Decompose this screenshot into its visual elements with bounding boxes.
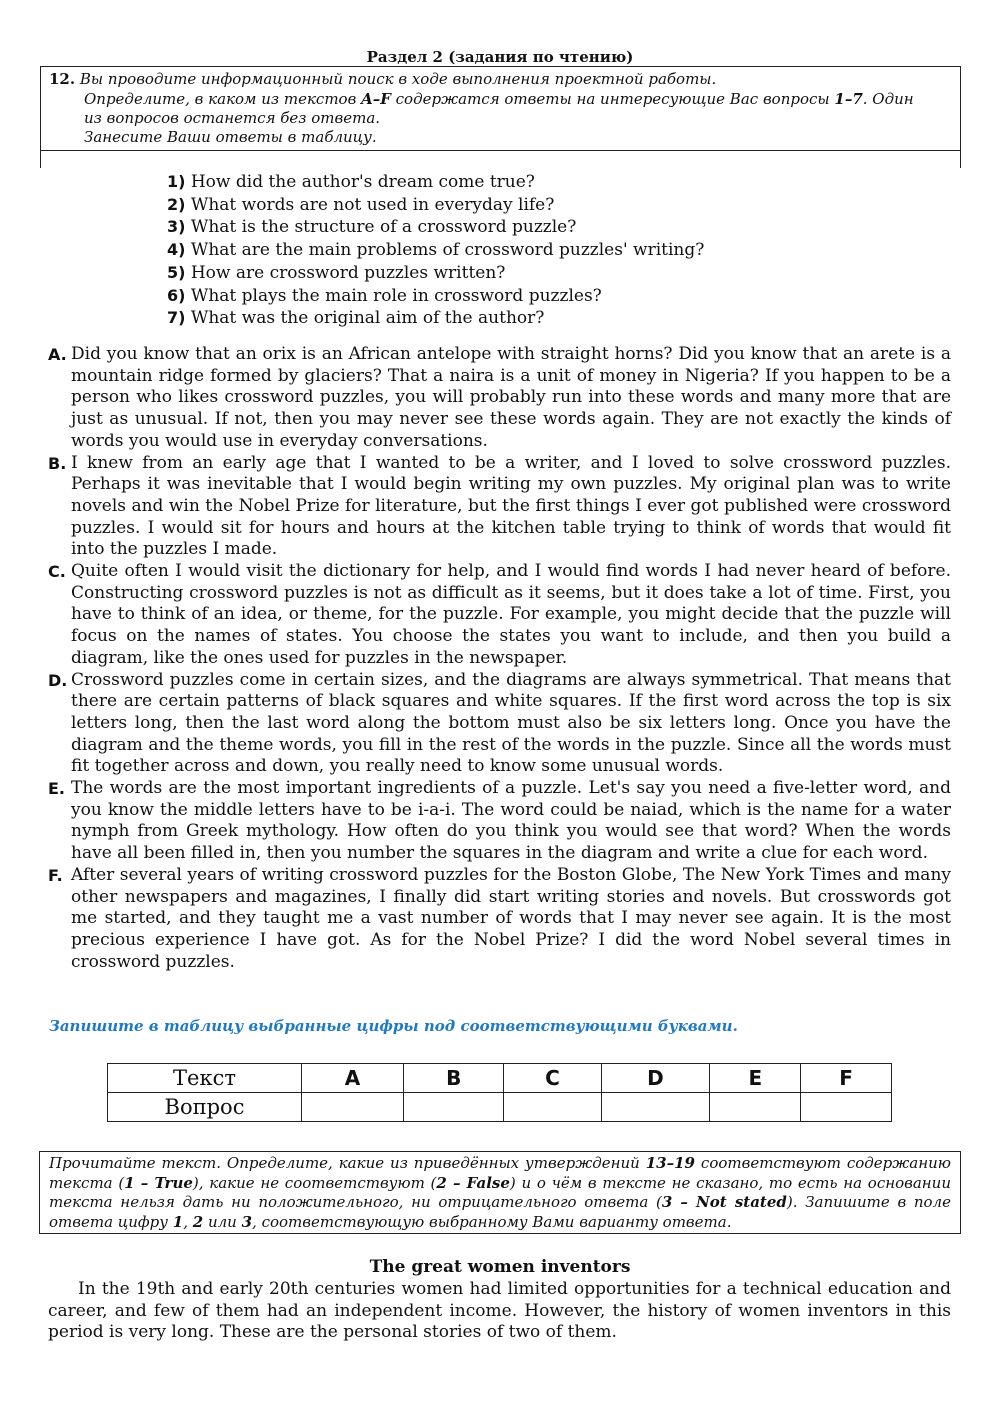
paragraph-letter: F.	[48, 865, 63, 885]
question-text: What was the original aim of the author?	[190, 308, 545, 329]
task-line-1-text: Вы проводите информационный поиск в ходе выполнения проектной работы.	[79, 70, 717, 88]
table-letter-cell: C	[504, 1064, 601, 1093]
true-label: 1 – True	[124, 1173, 193, 1192]
text-list	[48, 344, 951, 973]
question-list	[167, 171, 704, 330]
question-number: 2)	[167, 194, 186, 214]
question-text: What words are not used in everyday life?	[190, 194, 555, 215]
task-line-2-a: Определите, в каком из текстов	[84, 90, 362, 108]
task-line-2	[84, 90, 914, 109]
question-item	[167, 262, 704, 285]
question-item	[167, 171, 704, 194]
answer-input-cell[interactable]	[710, 1093, 801, 1122]
paragraph-letter: B.	[48, 453, 67, 473]
task-line-3: из вопросов останется без ответа.	[84, 109, 381, 127]
answer-table-row-text	[108, 1064, 892, 1093]
question-text: How are crossword puzzles written?	[190, 262, 506, 283]
story-title: The great women inventors	[369, 1257, 631, 1277]
task-13-19-instruction-box	[39, 1151, 961, 1234]
task-text-range: A–F	[361, 90, 391, 108]
story-intro: In the 19th and early 20th centuries women had limited opportunities for a technical education and career, and few of them had an independent income. However, the history of women inventors in this period is very long. These are the personal stories of two of them.	[48, 1279, 951, 1343]
task-question-range: 1–7	[834, 90, 863, 108]
statement-range: 13–19	[645, 1154, 695, 1172]
false-label: 2 – False	[436, 1173, 510, 1192]
question-text: What is the structure of a crossword puzzle?	[190, 217, 577, 238]
question-number: 4)	[167, 240, 186, 260]
answer-input-cell[interactable]	[801, 1093, 892, 1122]
question-item	[167, 307, 704, 330]
table-letter-cell: A	[302, 1064, 404, 1093]
row-label-question: Вопрос	[108, 1093, 302, 1122]
answer-input-cell[interactable]	[302, 1093, 404, 1122]
table-letter-cell: F	[801, 1064, 892, 1093]
task-box-divider	[40, 150, 961, 151]
answer-input-cell[interactable]	[601, 1093, 710, 1122]
question-number: 7)	[167, 308, 186, 328]
question-number: 5)	[167, 262, 186, 282]
question-item	[167, 239, 704, 262]
paragraph-letter: E.	[48, 779, 66, 799]
question-item	[167, 285, 704, 308]
text-paragraph	[48, 778, 951, 865]
task-line-4: Занесите Ваши ответы в таблицу.	[84, 128, 377, 146]
task-line-2-c: . Один	[862, 90, 914, 108]
row-label-text: Текст	[108, 1064, 302, 1093]
answer-table	[107, 1063, 892, 1122]
question-number: 6)	[167, 285, 186, 305]
answer-table-row-question	[108, 1093, 892, 1122]
paragraph-body: The words are the most important ingredients of a puzzle. Let's say you need a five-letter word, and you know the middle letters have to be i-a-i. The word could be naiad, which is the name for a water nymph from Greek mythology. How often do you think you would see that word? When the words have all been filled in, then you number the squares in the diagram and write a clue for each word.	[71, 778, 951, 864]
text-paragraph	[48, 561, 951, 670]
table-letter-cell: D	[601, 1064, 710, 1093]
paragraph-letter: A.	[48, 345, 67, 364]
paragraph-body: Did you know that an orix is an African antelope with straight horns? Did you know that an arete is a mountain ridge formed by glaciers? That a naira is a unit of money in Nigeria? If you happen to be a person who likes crossword puzzles, you will probably run into these words and many more that are just as unusual. If not, then you may never see these words again. They are not exactly the kinds of words you would use in everyday conversations.	[71, 344, 951, 451]
table-letter-cell: B	[403, 1064, 504, 1093]
paragraph-letter: D.	[48, 670, 68, 690]
question-text: What are the main problems of crossword puzzles' writing?	[190, 240, 705, 261]
paragraph-body: Quite often I would visit the dictionary for help, and I would find words I had never heard of before. Constructing crossword puzzles is not as difficult as it seems, but it does take a lot of time. First, you have to think of an idea, or theme, for the puzzle. For example, you might decide that the puzzle will focus on the names of states. You choose the states you want to include, and then you build a diagram, like the ones used for puzzles in the newspaper.	[71, 561, 951, 668]
question-text: What plays the main role in crossword puzzles?	[190, 285, 602, 306]
text-paragraph	[48, 453, 951, 562]
task-line-1	[49, 70, 716, 89]
question-item	[167, 216, 704, 239]
task-line-2-b: содержатся ответы на интересующие Вас вопросы	[390, 90, 835, 108]
table-instruction: Запишите в таблицу выбранные цифры под соответствующими буквами.	[49, 1017, 738, 1035]
task-13-19-instruction: Прочитайте текст. Определите, какие из приведённых утверждений 13–19 соответствуют содержанию текста (1 – True), какие не соответствуют (2 – False) и о чём в тексте не сказано, то есть на основании текста нельзя дать ни положительного, ни отрицательного ответа (3 – Not stated). Запишите в поле ответа цифру 1, 2 или 3, соответствующую выбранному Вами варианту ответа.	[49, 1154, 952, 1231]
table-letter-cell: E	[710, 1064, 801, 1093]
question-item	[167, 194, 704, 217]
question-number: 3)	[167, 217, 186, 237]
text-paragraph	[48, 344, 951, 453]
task-number: 12.	[49, 70, 76, 88]
paragraph-body: After several years of writing crossword puzzles for the Boston Globe, The New York Times and many other newspapers and magazines, I finally did start writing stories and novels. But crosswords got me started, and they taught me a vast number of words that I may never see again. It is the most precious experience I have got. As for the Nobel Prize? I did the word Nobel several times in crossword puzzles.	[71, 864, 951, 972]
section-title: Раздел 2 (задания по чтению)	[366, 48, 634, 66]
not-stated-label: 3 – Not stated	[661, 1193, 787, 1211]
text-paragraph	[48, 670, 951, 779]
text-paragraph	[48, 865, 951, 974]
paragraph-body: Crossword puzzles come in certain sizes, and the diagrams are always symmetrical. That means that there are certain patterns of black squares and white squares. If the first word across the top is six letters long, then the last word along the bottom must also be six letters long. Once you have the diagram and the theme words, you fill in the rest of the words in the puzzle. Since all the words must fit together across and down, you really need to know some unusual words.	[71, 669, 951, 777]
paragraph-letter: C.	[48, 562, 66, 582]
paragraph-body: I knew from an early age that I wanted to be a writer, and I loved to solve crossword puzzles. Perhaps it was inevitable that I would begin writing my own puzzles. My original plan was to write novels and win the Nobel Prize for literature, but the first things I ever got published were crossword puzzles. I would sit for hours and hours at the kitchen table trying to think of words that would fit into the puzzles I made.	[71, 452, 951, 560]
answer-input-cell[interactable]	[403, 1093, 504, 1122]
question-number: 1)	[167, 172, 186, 191]
question-text: How did the author's dream come true?	[190, 172, 535, 192]
answer-input-cell[interactable]	[504, 1093, 601, 1122]
